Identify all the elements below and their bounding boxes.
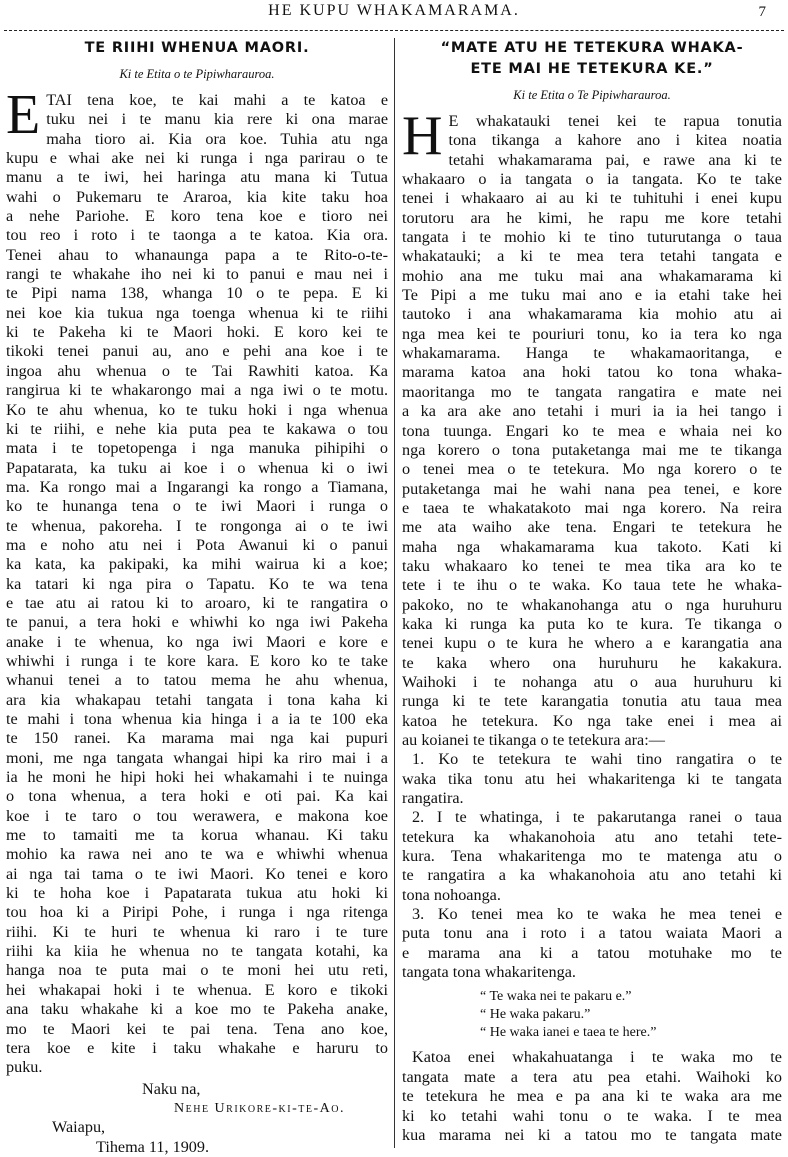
right-article — [402, 38, 782, 1152]
left-text-line: hanga noa te puta mai o te moni hei utu reti, — [6, 961, 388, 980]
signature-closing: Naku na, — [142, 1079, 201, 1098]
right-text-line: tona tuunga. Engari ko te mea e whaia nei ko — [402, 421, 782, 440]
header-rule — [4, 30, 784, 31]
right-article-subtitle: Ki te Etita o Te Pipiwharauroa. — [513, 88, 671, 102]
right-text-line: whakaaro o ia tangata o ia tangata. Ko te take — [402, 170, 782, 189]
right-text-line: nga mea kei te pouriuri tonu, ko ia tera ko nga — [402, 324, 782, 343]
left-text-line: ka tatari ki nga pira o Tapatu. Ko te wa tena — [6, 574, 388, 593]
numbered-item — [402, 750, 782, 808]
numbered-item-line: rangatira. — [402, 789, 464, 808]
left-text-line: wahi o Pukemaru te Araroa, kia kite taku hoa — [6, 187, 388, 206]
right-text-line: me ata waiho ake tena. Engari te tetekura he — [402, 518, 782, 537]
left-text-line: ai nga tai tama o te iwi Maori. Ko tenei e koro — [6, 864, 388, 883]
left-article-body — [6, 84, 388, 1078]
right-text-line: e taea te whakatakoto mai nga korero. Na reira — [402, 498, 782, 517]
right-text-line: tenei kupu o te kura he whero a e karangatia ana — [402, 634, 782, 653]
left-text-line: manu a te iwi, hei haringa atu mana ki Tutua — [6, 168, 388, 187]
right-text-line: mohio ana me tuku mai ana whakamarama ki — [402, 266, 782, 285]
left-text-line: mata i te topetopenga i nga manuka pihipihi o — [6, 439, 388, 458]
closing-line: te tetekura he mea e pa ana ki te waka ara me — [402, 1087, 782, 1106]
right-text-line: nga korero o tona putaketanga mai me te tikanga — [402, 440, 782, 459]
right-numbered-list — [402, 750, 782, 982]
right-dropcap: H — [402, 105, 443, 167]
right-title-line-2: ETE MAI HE TETEKURA KE.” — [470, 61, 714, 77]
left-text-line: tera koe e kite i taku whakahe e haruru to — [6, 1038, 388, 1057]
right-text-line: runga ki te tete karangatia tonutia atu taua mea — [402, 692, 782, 711]
left-text-line: hei whakapai hoki i te whenua. E koro e tikoki — [6, 980, 388, 999]
left-text-line: koe i te taro o tou werawera, e makona koe — [6, 806, 388, 825]
left-text-line: a nehe Pariohe. E koro tena koe e tioro nei — [6, 207, 388, 226]
numbered-item-line: tetekura ka whakanohoia atu ano tetahi tete- — [402, 827, 782, 846]
left-text-line: ki te Pakeha ki te Maori hoki. E koro kei te — [6, 323, 388, 342]
left-dropcap: E — [6, 84, 41, 146]
right-text-line: tangata i te mohio ki te tino tuturutanga o taua — [402, 228, 782, 247]
right-quotes — [402, 988, 782, 1042]
left-text-line: Papatarata, ka tuku ai koe i o whenua ki o iwi — [6, 458, 388, 477]
left-text-line: te mahi i tona whenua kia hinga i a ia te 100 eka — [6, 710, 388, 728]
closing-line: ki ko tetahi wahi tonu o te waka. I te mea — [402, 1106, 782, 1125]
left-text-line: tou hoa ki a Piripi Pohe, i runga i nga ritenga — [6, 903, 388, 922]
numbered-item-line: puta tonu ana i roto i a tatou waiata Maori a — [402, 924, 782, 943]
numbered-item — [402, 808, 782, 905]
quote-line: “ He waka ianei e taea te here.” — [480, 1025, 657, 1041]
column-divider — [394, 38, 395, 1148]
left-signature — [6, 1080, 388, 1157]
right-text-line: tete i te ihu o te waka. Ko taua tete he whaka- — [402, 576, 782, 595]
numbered-item — [402, 905, 782, 982]
right-text-line: pakoko, no te whakanohanga atu o nga huruhuru — [402, 595, 782, 614]
right-text-line: tenei i whakaaro ai au ki te tuhituhi i enei kupu — [402, 189, 782, 208]
left-text-line: mo te Maori kei te pai tena. Tena ano koe, — [6, 1019, 388, 1038]
signature-date: Tihema 11, 1909. — [96, 1137, 210, 1156]
left-text-line: ma e noho atu nei i Pota Awanui ki o panui — [6, 535, 388, 554]
right-article-body — [402, 105, 782, 750]
left-text-line: rangi te whakahe iho nei ki to panui e mau nei i — [6, 265, 388, 284]
closing-line: Katoa enei whakahuatanga i te waka mo te — [412, 1048, 782, 1067]
right-text-line: tetahi whakamarama pai, e rawe ana ki te — [448, 150, 782, 169]
right-article-title — [402, 38, 782, 80]
left-text-line: maha tioro ai. Kia ora koe. Tuhia atu nga — [46, 129, 388, 148]
right-text-line: torutoru ara he kimi, he rapu me kore tetahi — [402, 208, 782, 227]
running-head: HE KUPU WHAKAMARAMA. — [268, 2, 520, 19]
numbered-item-line: e marama ana ki a tatou motuhake mo te — [402, 943, 782, 962]
closing-line: tangata mate a tera atu pea etahi. Waihoki ko — [402, 1067, 782, 1086]
left-text-line: ingoa ahu whenua o te Tai Rawhiti katoa. Ka — [6, 361, 388, 380]
left-text-line: ka kata, ka pakipaki, ka mihi wairua ki a koe; — [6, 555, 388, 574]
right-text-line: maha nga whakamarama kua takoto. Kati ki — [402, 537, 782, 556]
right-text-line: whakamarama. Hanga te whakamaoritanga, e — [402, 344, 782, 363]
numbered-item-line: tangata tona whakaritenga. — [402, 963, 576, 982]
left-text-line: te panui, a tera hoki e whiwhi ko nga iwi Pakeha — [6, 613, 388, 632]
right-text-line: a ka ara ake ano tetahi i muri ia ia hei tango i — [402, 402, 782, 421]
left-text-line: tuku nei i te manu kia rere ki ona marae — [46, 110, 388, 129]
left-text-line: puku. — [6, 1058, 43, 1077]
left-text-line: Ko te ahu whenua, ko te tuku hoki i nga whenua — [6, 400, 388, 419]
left-text-line: whiwhi i runga i te kore kara. E koro ko te take — [6, 651, 388, 670]
left-text-line: me to tamaiti me ta korua whanau. Ki taku — [6, 826, 388, 845]
left-text-line: rangirua ki te whakarongo mai a nga iwi o te motu. — [6, 381, 388, 400]
left-text-line: tikoki tenei panui au, ano e pehi ana koe i te — [6, 342, 388, 361]
right-text-line: putaketanga mai he wahi nana pea tenei, e kore — [402, 479, 782, 498]
left-text-line: ki te riihi, e nehe kia puta pea te kakawa o tou — [6, 419, 388, 438]
right-text-line: te kaka whero ona huruhuru he kakakura. — [402, 653, 782, 672]
quote-line: “ He waka pakaru.” — [480, 1007, 591, 1023]
left-text-line: te whenua, pakoreha. I te rongonga ai o te iwi — [6, 516, 388, 535]
right-text-line: Te Pipi a me tuku mai ano e ia etahi take hei — [402, 286, 782, 305]
left-text-line: Tenei ahau to whanaunga papa a te Rito-o-te- — [6, 245, 388, 264]
left-text-line: ia he moni he hipi hoki hei whakamahi i te nuinga — [6, 768, 388, 787]
left-text-line: e tae atu ai ratou ki to aroaro, ki te rangatira o — [6, 593, 388, 612]
numbered-item-line: 2. I te whatinga, i te pakarutanga ranei o taua — [412, 808, 782, 827]
right-text-line: katoa he tetekura. Ko nga take enei i mea ai — [402, 711, 782, 730]
right-text-line: au koianei te tikanga o te tetekura ara:— — [402, 731, 665, 749]
left-text-line: riihi ka kiia he whenua no te tangata kotahi, ka — [6, 942, 388, 961]
signature-name: Nehe Urikore-ki-te-Ao. — [174, 1100, 345, 1116]
numbered-item-line: tona nohoanga. — [402, 885, 501, 904]
left-text-line: mohio ka rawa nei ano te wa e whiwhi whenua — [6, 845, 388, 864]
numbered-item-line: te rangatira a ka whakanohoia atu ano tetahi ki — [402, 866, 782, 885]
right-text-line: tona tikanga a kahore ano i kitea noatia — [448, 131, 782, 150]
left-article-title: TE RIIHI WHENUA MAORI. — [84, 40, 310, 56]
left-text-line: ma. Ka rongo mai a Ingarangi ka rongo a Tiamana, — [6, 477, 388, 496]
left-text-line: whanui tenei a to tatou mema he ahu whenua, — [6, 671, 388, 690]
right-title-line-1: “MATE ATU HE TETEKURA WHAKA- — [440, 40, 744, 56]
right-text-line: maoritanga mo te tangata rangatira e mate nei — [402, 382, 782, 401]
right-text-line: o tenei mea o te tetekura. Mo nga korero o te — [402, 460, 782, 479]
left-text-line: riihi. Ki te huri te whenua ki raro i te ture — [6, 922, 388, 941]
right-text-line: kaka ki runga ka puta ko te kura. Te tikanga o — [402, 614, 782, 633]
left-text-line: ko te hunanga tena o te iwi Maori i runga o — [6, 497, 388, 516]
left-article — [6, 38, 388, 1156]
quote-line: “ Te waka nei te pakaru e.” — [480, 989, 632, 1005]
left-article-subtitle: Ki te Etita o te Pipiwharauroa. — [119, 67, 275, 81]
numbered-item-line: kura. Tena whakaritenga mo te matenga atu o — [402, 847, 782, 866]
left-text-line: te Pipi nama 138, whanga 10 o te pepa. E ki — [6, 284, 388, 303]
left-text-line: ara kia whakapau tetahi tangata i tona kaha ki — [6, 690, 388, 709]
left-text-line: TAI tena koe, te kai mahi a te katoa e — [46, 91, 388, 109]
numbered-item-line: 1. Ko te tetekura te wahi tino rangatira o te — [412, 750, 782, 769]
right-text-line: tautoko i ana whakamarama kia mohio atu ai — [402, 305, 782, 324]
left-text-line: kupu e whai ake nei ki runga i nga parirau o te — [6, 149, 388, 168]
left-text-line: o tona whenua, a tera hoki e oti pai. Ka kai — [6, 787, 388, 806]
right-text-line: E whakatauki tenei kei te rapua tonutia — [448, 112, 782, 130]
right-text-line: Waihoki i te nohanga atu o aua huruhuru ki — [402, 672, 782, 691]
right-text-line: whakatauki; a ki te mea tera tetahi tangata e — [402, 247, 782, 266]
page-number: 7 — [758, 4, 766, 20]
left-text-line: nei koe kia tukua nga toenga whenua ki te riihi — [6, 303, 388, 322]
numbered-item-line: 3. Ko tenei mea ko te waka he mea tenei e — [412, 905, 782, 924]
numbered-item-line: waka tika tonu atu hei whakaritenga ki te tangata — [402, 769, 782, 788]
left-text-line: te 150 ranei. Ka marama mai nga kai pupuri — [6, 729, 388, 748]
right-text-line: marama katoa ana hoki tatou ko tona whaka- — [402, 363, 782, 382]
closing-line: kua marama nei ki a tatou mo te tangata mate — [402, 1125, 782, 1144]
right-text-line: taku whakaaro ko tenei te mea tika ara ko te — [402, 556, 782, 575]
left-text-line: ki te hoha koe i Papatarata tukua atu hoki ki — [6, 884, 388, 903]
right-closing — [402, 1048, 782, 1145]
left-text-line: moni, me nga tangata whangai hipi ka riro mai i a — [6, 748, 388, 767]
signature-place: Waiapu, — [52, 1118, 106, 1137]
left-text-line: tou reo i roto i te taonga a te katoa. Kia ora. — [6, 226, 388, 245]
left-text-line: ana taku whakahe ki a koe mo te Pakeha anake, — [6, 1000, 388, 1019]
left-text-line: anake i te whenua, ko nga iwi Maori e kore e — [6, 632, 388, 651]
